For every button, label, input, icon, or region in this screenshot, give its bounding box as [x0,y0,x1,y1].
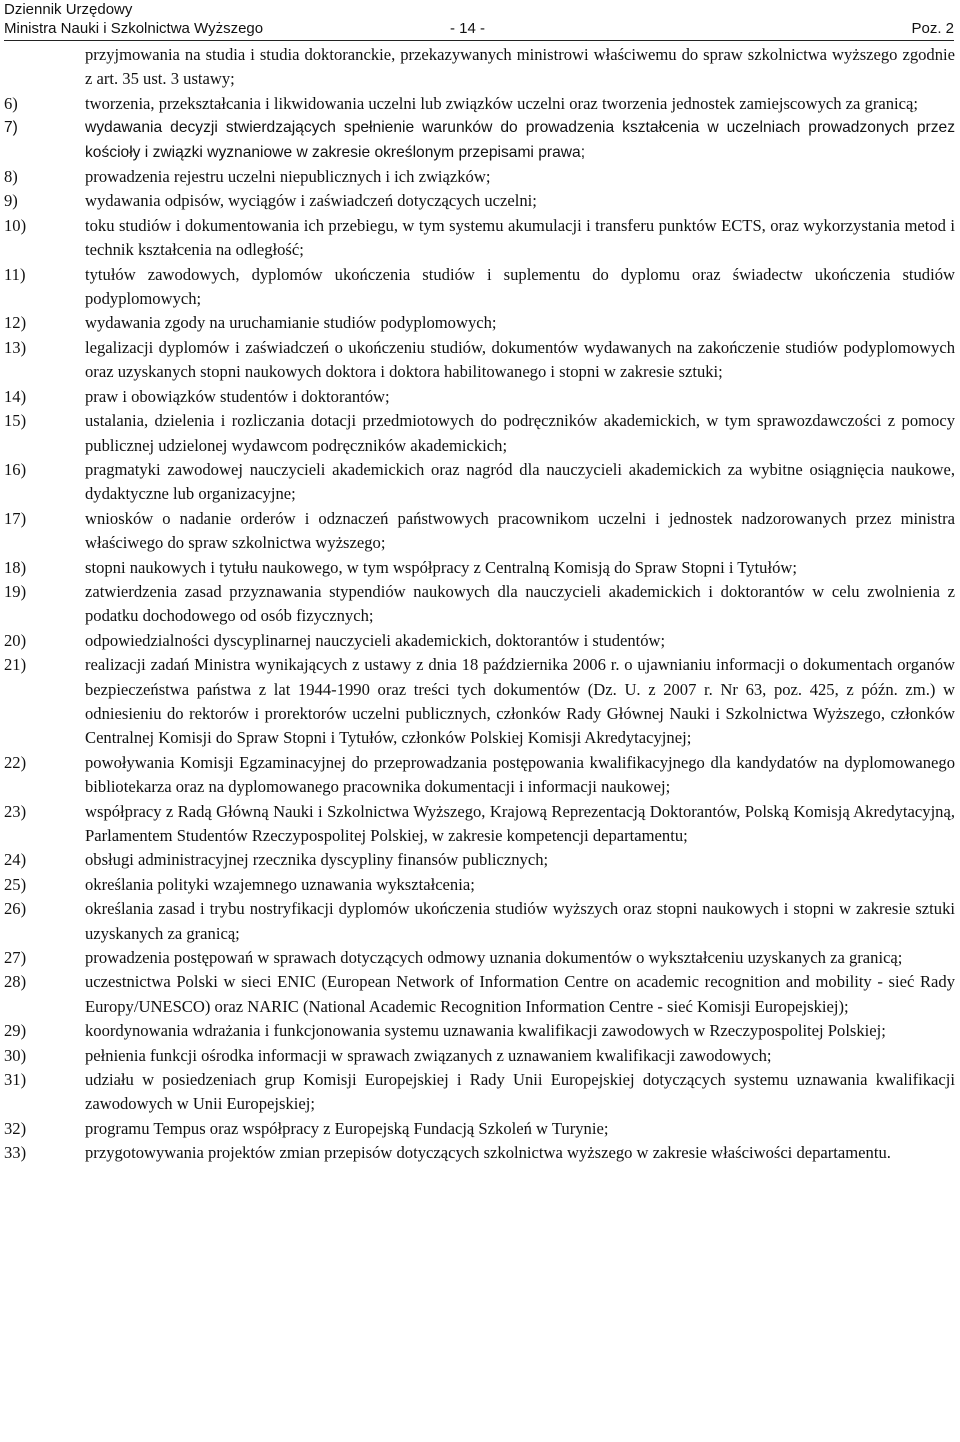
continuation-paragraph: przyjmowania na studia i studia doktoranckie, przekazywanych ministrowi właściwemu do spraw szkolnictwa wyższego zgodnie z art. 35 ust. 3 ustawy; [85,45,955,89]
list-item [0,409,955,458]
list-item [0,458,955,507]
item-text: legalizacji dyplomów i zaświadczeń o ukończeniu studiów, dokumentów wydawanych na zakończenie studiów podyplomowych oraz uzyskanych stopni naukowych doktora i doktora habilitowanego i stopni w zakresie sztuki; [85,337,955,382]
item-number: 30) [4,1045,27,1065]
item-text: programu Tempus oraz współpracy z Europejską Fundacją Szkoleń w Turynie; [85,1118,609,1138]
journal-title: Dziennik Urzędowy [4,1,133,18]
item-number: 7) [4,119,18,137]
list-item [0,946,955,970]
item-text: tworzenia, przekształcania i likwidowania uczelni lub związków uczelni oraz tworzenia jednostek zamiejscowych za granicą; [85,93,919,113]
list-item [0,556,955,580]
page-number: - 14 - [450,20,486,37]
item-text: realizacji zadań Ministra wynikających z ustawy z dnia 18 października 2006 r. o ujawnianiu informacji o dokumentach organów bezpieczeństwa państwa z lat 1944-1990 oraz treści tych dokumentów (Dz. U. z 2007 r. Nr 63, poz. 425, z późn. zm.) w odniesieniu do rektorów i prorektorów uczelni publicznych, członków Rady Głównej Nauki i Szkolnictwa Wyższego, członków Centralnej Komisji do Spraw Stopni i Tytułów, członków Polskiej Komisji Akredytacyjnej; [85,655,955,748]
list-item [0,336,955,385]
item-number: 9) [4,191,18,211]
item-number: 24) [4,850,27,870]
item-text: tytułów zawodowych, dyplomów ukończenia studiów i suplementu do dyplomu oraz świadectw ukończenia studiów podyplomowych; [85,264,955,309]
item-number: 8) [4,167,18,187]
item-number: 32) [4,1118,27,1138]
item-number: 29) [4,1021,27,1041]
item-number: 11) [4,264,26,284]
item-text: wydawania odpisów, wyciągów i zaświadczeń dotyczących uczelni; [85,191,537,211]
list-item [0,1117,955,1141]
item-text: koordynowania wdrażania i funkcjonowania systemu uznawania kwalifikacji zawodowych w Rzeczypospolitej Polskiej; [85,1021,886,1041]
item-number: 16) [4,459,27,479]
list-item [0,1044,955,1068]
item-number: 33) [4,1143,27,1163]
list-item [0,848,955,872]
item-text: obsługi administracyjnej rzecznika dyscypliny finansów publicznych; [85,850,549,870]
item-text: uczestnictwa Polski w sieci ENIC (European Network of Information Centre on academic recognition and mobility - sieć Rady Europy/UNESCO) oraz NARIC (National Academic Recognition Information Centre - sieć Komisji Europejskiej); [85,972,955,1016]
item-text: prowadzenia postępowań w sprawach dotyczących odmowy uznania dokumentów o wykształceniu uzyskanych za granicą; [85,948,903,968]
item-text: prowadzenia rejestru uczelni niepublicznych i ich związków; [85,167,491,187]
position-number: Poz. 2 [911,20,954,37]
item-number: 23) [4,801,27,821]
item-number: 20) [4,630,27,650]
item-text: praw i obowiązków studentów i doktorantów; [85,386,390,406]
item-text: pragmatyki zawodowej nauczycieli akademickich oraz nagród dla nauczycieli akademickich za wybitne osiągnięcia naukowe, dydaktyczne lub organizacyjne; [85,459,955,504]
list-item [0,970,955,1019]
item-text: ustalania, dzielenia i rozliczania dotacji przedmiotowych do podręczników akademickich, w tym sprawozdawczości z pomocy publicznej udzielonej wydawcom podręczników akademickich; [85,411,955,455]
list-item [0,873,955,897]
item-number: 12) [4,313,27,333]
ministry-name: Ministra Nauki i Szkolnictwa Wyższego [4,20,264,37]
item-text: udziału w posiedzeniach grup Komisji Europejskiej i Rady Unii Europejskiej dotyczących systemu uznawania kwalifikacji zawodowych w Unii Europejskiej; [85,1070,955,1114]
item-number: 19) [4,581,27,601]
list-item [0,751,955,800]
item-number: 31) [4,1070,27,1090]
item-text: określania polityki wzajemnego uznawania wykształcenia; [85,874,475,894]
item-text: wniosków o nadanie orderów i odznaczeń państwowych pracownikom uczelni i jednostek nadzorowanych przez ministra właściwego do spraw szkolnictwa wyższego; [85,508,955,553]
item-number: 18) [4,557,27,577]
document-body [0,43,960,1166]
item-number: 25) [4,874,27,894]
item-text: określania zasad i trybu nostryfikacji dyplomów ukończenia studiów wyższych oraz stopni naukowych i stopni w zakresie sztuki uzyskanych za granicą; [85,899,955,943]
item-text: pełnienia funkcji ośrodka informacji w sprawach związanych z uznawaniem kwalifikacji zawodowych; [85,1045,772,1065]
list-item [0,629,955,653]
item-text: współpracy z Radą Główną Nauki i Szkolnictwa Wyższego, Krajową Reprezentacją Doktorantów, Polską Komisją Akredytacyjną, Parlamentem Studentów Rzeczypospolitej Polskiej, w zakresie kompetencji departamentu; [85,801,955,845]
item-number: 13) [4,337,27,357]
list-item [0,165,955,189]
list-item [0,263,955,312]
item-text: stopni naukowych i tytułu naukowego, w tym współpracy z Centralną Komisją do Spraw Stopni i Tytułów; [85,557,797,577]
item-text: wydawania decyzji stwierdzających spełnienie warunków do prowadzenia kształcenia w uczelniach prowadzonych przez kościoły i związki wyznaniowe w zakresie określonym przepisami prawa; [85,119,955,161]
list-item [0,385,955,409]
list-item [0,1019,955,1043]
item-number: 15) [4,411,27,431]
item-text: odpowiedzialności dyscyplinarnej nauczycieli akademickich, doktorantów i studentów; [85,630,666,650]
list-item [0,800,955,849]
list-item [0,189,955,213]
item-number: 27) [4,948,27,968]
item-number: 22) [4,752,27,772]
item-number: 6) [4,93,18,113]
item-number: 26) [4,899,27,919]
item-text: powoływania Komisji Egzaminacyjnej do przeprowadzania postępowania kwalifikacyjnego dla kandydatów na dyplomowanego bibliotekarza oraz na dyplomowanego pracownika dokumentacji i informacji naukowej; [85,752,955,797]
list-item [0,1068,955,1117]
list-item [0,653,955,751]
list-item [0,92,955,116]
list-item [0,1141,955,1165]
item-text: toku studiów i dokumentowania ich przebiegu, w tym systemu akumulacji i transferu punktów ECTS, oraz wykorzystania metod i technik kształcenia na odległość; [85,215,955,260]
item-text: przygotowywania projektów zmian przepisów dotyczących szkolnictwa wyższego w zakresie właściwości departamentu. [85,1143,891,1163]
item-number: 17) [4,508,27,528]
list-item [0,897,955,946]
item-number: 21) [4,655,27,675]
page-header [4,0,954,41]
item-number: 14) [4,386,27,406]
list-item [0,214,955,263]
item-text: zatwierdzenia zasad przyznawania stypendiów naukowych dla nauczycieli akademickich i doktorantów w celu zwolnienia z podatku dochodowego od osób fizycznych; [85,581,955,626]
item-text: wydawania zgody na uruchamianie studiów podyplomowych; [85,313,497,333]
item-number: 10) [4,215,27,235]
list-item [0,507,955,556]
item-number: 28) [4,972,27,992]
list-item [0,116,955,165]
list-item [0,311,955,335]
list-item [0,580,955,629]
